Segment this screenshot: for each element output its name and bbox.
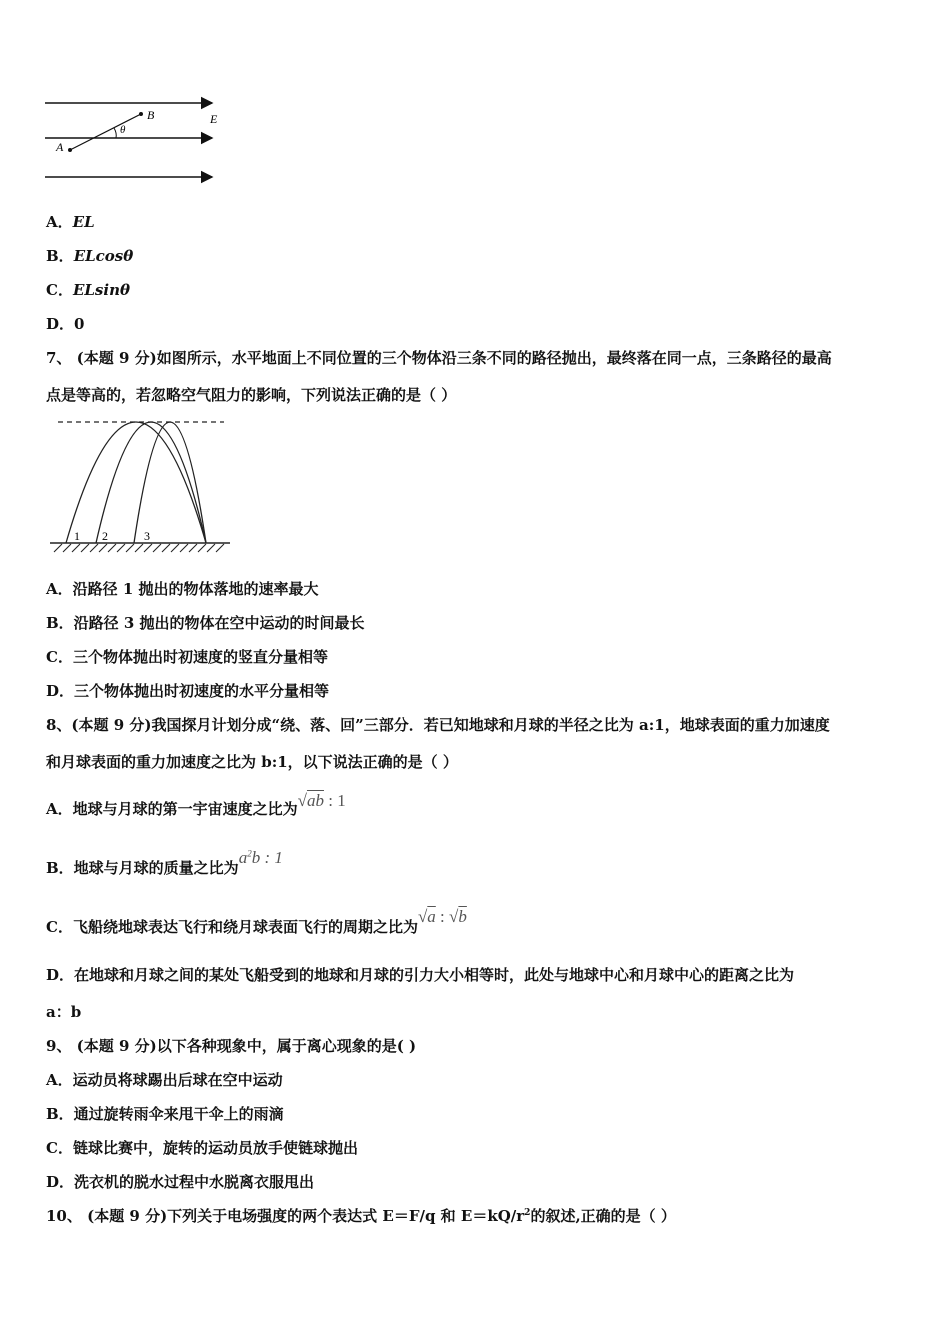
q6-option-c: C．ELsinθ: [46, 281, 130, 299]
q9-option-d: D．洗衣机的脱水过程中水脱离衣服甩出: [46, 1173, 315, 1191]
q7-option-a: A．沿路径 1 抛出的物体落地的速率最大: [46, 580, 319, 598]
q8-option-c: C．飞船绕地球表达飞行和绕月球表面飞行的周期之比为√a : √b: [46, 907, 467, 936]
segment-ab: [70, 114, 141, 150]
formula-sqrt-a-sqrt-b: √a : √b: [417, 907, 467, 926]
path-2: [96, 422, 206, 543]
q7-stem-line1: 7、 (本题 9 分)如图所示，水平地面上不同位置的三个物体沿三条不同的路径抛出，最终落在同一点，三条路径的最高: [46, 349, 832, 367]
path-1: [66, 422, 206, 543]
q7-option-b: B．沿路径 3 抛出的物体在空中运动的时间最长: [46, 614, 365, 632]
q6-option-a: A．EL: [46, 213, 95, 231]
path-label-1: 1: [74, 529, 80, 543]
q6-option-b: B．ELcosθ: [46, 247, 134, 265]
q7-stem-line2: 点是等高的，若忽略空气阻力的影响，下列说法正确的是（ ）: [46, 386, 457, 404]
path-label-2: 2: [102, 529, 108, 543]
label-theta: θ: [120, 124, 126, 136]
point-b: [139, 112, 143, 116]
label-e: E: [210, 112, 218, 126]
projectile-paths-figure: [44, 413, 234, 558]
q8-option-d-line2: a：b: [46, 1003, 82, 1021]
q9-option-a: A．运动员将球踢出后球在空中运动: [46, 1071, 283, 1089]
q8-option-b: B．地球与月球的质量之比为$a^2b$ : 1: [46, 848, 283, 877]
formula-sqrt-ab: √ab : 1: [297, 791, 346, 810]
path-label-3: 3: [144, 529, 150, 543]
q9-option-b: B．通过旋转雨伞来甩干伞上的雨滴: [46, 1105, 284, 1123]
label-a: A: [56, 140, 64, 154]
q7-option-c: C．三个物体抛出时初速度的竖直分量相等: [46, 648, 328, 666]
q7-option-d: D．三个物体抛出时初速度的水平分量相等: [46, 682, 330, 700]
formula-a2b: $a^2b$ : 1: [238, 848, 283, 867]
q8-stem-line2: 和月球表面的重力加速度之比为 b:1，以下说法正确的是（ ）: [46, 753, 458, 771]
ground-hatching: [54, 544, 224, 552]
q8-option-d-line1: D．在地球和月球之间的某处飞船受到的地球和月球的引力大小相等时，此处与地球中心和月球中心的距离之比为: [46, 966, 795, 984]
label-b: B: [147, 108, 155, 122]
q8-stem-line1: 8、(本题 9 分)我国探月计划分成“绕、落、回”三部分．若已知地球和月球的半径之比为 a:1，地球表面的重力加速度: [46, 716, 830, 734]
q9-stem: 9、 (本题 9 分)以下各种现象中，属于离心现象的是( ): [46, 1037, 417, 1055]
q6-option-d: D．0: [46, 315, 85, 333]
q8-option-a: A．地球与月球的第一宇宙速度之比为√ab : 1: [46, 791, 346, 818]
electric-field-figure: [40, 92, 230, 187]
q10-stem: 10、 (本题 9 分)下列关于电场强度的两个表达式 E＝F/q 和 $E=kQ/r^2$的叙述,正确的是（ ）: [46, 1207, 676, 1225]
angle-arc: [114, 128, 116, 138]
q9-option-c: C．链球比赛中，旋转的运动员放手使链球抛出: [46, 1139, 358, 1157]
point-a: [68, 148, 72, 152]
path-3: [134, 422, 206, 543]
